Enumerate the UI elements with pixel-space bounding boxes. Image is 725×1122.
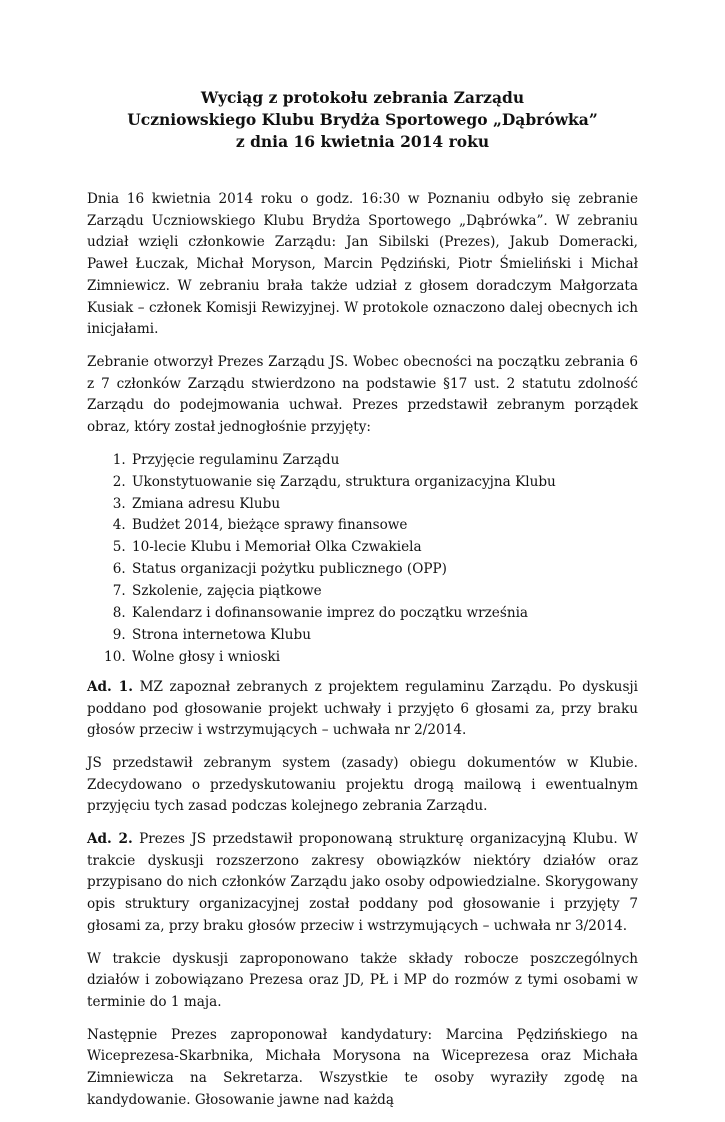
intro-paragraph: Dnia 16 kwietnia 2014 roku o godz. 16:30 w Poznaniu odbyło się zebranie Zarządu Uczniowskiego Klubu Brydża Sportowego „Dąbrówka”. W zebraniu udział wzięli członkowie Zarządu: Jan Sibilski (Prezes), Jakub Domeracki, Paweł Łuczak, Michał Moryson, Marcin Pędziński, Piotr Śmieliński i Michał Zimniewicz. W zebraniu brała także udział z głosem doradczym Małgorzata Kusiak – członek Komisji Rewizyjnej. W protokole oznaczono dalej obecnych ich inicjałami. [87,191,638,338]
candidates-paragraph: Następnie Prezes zaproponował kandydatury: Marcina Pędzińskiego na Wiceprezesa-Skarbnika, Michała Morysona na Wiceprezesa oraz Michała Zimniewicza na Sekretarza. Wszystkie te osoby wyraziły zgodę na kandydowanie. Głosowanie jawne nad każdą [87,1026,638,1108]
agenda-item: 10. Wolne głosy i wnioski [130,647,638,669]
document-title [0,87,725,153]
agenda-item: 8. Kalendarz i dofinansowanie imprez do początku września [130,603,638,625]
ad1-text: MZ zapoznał zebranych z projektem regulaminu Zarządu. Po dyskusji poddano pod głosowanie projekt uchwały i przyjęto 6 głosami za, przy braku głosów przeciw i wstrzymujących – uchwała nr 2/2014. [87,678,638,739]
agenda-list [87,450,638,669]
agenda-item: 1. Przyjęcie regulaminu Zarządu [130,450,638,472]
discussion-paragraph: W trakcie dyskusji zaproponowano także składy robocze poszczególnych działów i zobowiązano Prezesa oraz JD, PŁ i MP do rozmów z tymi osobami w terminie do 1 maja. [87,950,638,1010]
agenda-item: 6. Status organizacji pożytku publicznego (OPP) [130,559,638,581]
documents-paragraph: JS przedstawił zebranym system (zasady) obiegu dokumentów w Klubie. Zdecydowano o przedyskutowaniu projektu drogą mailową i ewentualnym przyjęciu tych zasad podczas kolejnego zebrania Zarządu. [87,754,638,815]
agenda-item: 9. Strona internetowa Klubu [130,625,638,647]
document-body [87,189,638,1122]
title-line-3: z dnia 16 kwietnia 2014 roku [235,132,490,151]
ad2-label: Ad. 2. [87,831,133,848]
ad2-text: Prezes JS przedstawił proponowaną strukturę organizacyjną Klubu. W trakcie dyskusji rozszerzono zakresy obowiązków niektóry działów oraz przypisano do nich członków Zarządu jako osoby odpowiedzialne. Skorygowany opis struktury organizacyjnej został poddany pod głosowanie i przyjęty 7 głosami za, przy braku głosów przeciw i wstrzymujących – uchwała nr 3/2014. [87,831,638,934]
opening-paragraph: Zebranie otworzył Prezes Zarządu JS. Wobec obecności na początku zebrania 6 z 7 członków Zarządu stwierdzono na podstawie §17 ust. 2 statutu zdolność Zarządu do podejmowania uchwał. Prezes przedstawił zebranym porządek obraz, który został jednogłośnie przyjęty: [87,353,638,436]
agenda-item: 2. Ukonstytuowanie się Zarządu, struktura organizacyjna Klubu [130,472,638,494]
ad2-paragraph [87,829,638,938]
title-line-1: Wyciąg z protokołu zebrania Zarządu [200,88,525,107]
title-line-2: Uczniowskiego Klubu Brydża Sportowego „Dąbrówka” [127,110,598,129]
agenda-item: 5. 10-lecie Klubu i Memoriał Olka Czwakiela [130,537,638,559]
agenda-item: 4. Budżet 2014, bieżące sprawy finansowe [130,515,638,537]
ad1-label: Ad. 1. [87,678,133,695]
agenda-item: 7. Szkolenie, zajęcia piątkowe [130,581,638,603]
ad1-paragraph [87,677,638,742]
agenda-item: 3. Zmiana adresu Klubu [130,494,638,516]
